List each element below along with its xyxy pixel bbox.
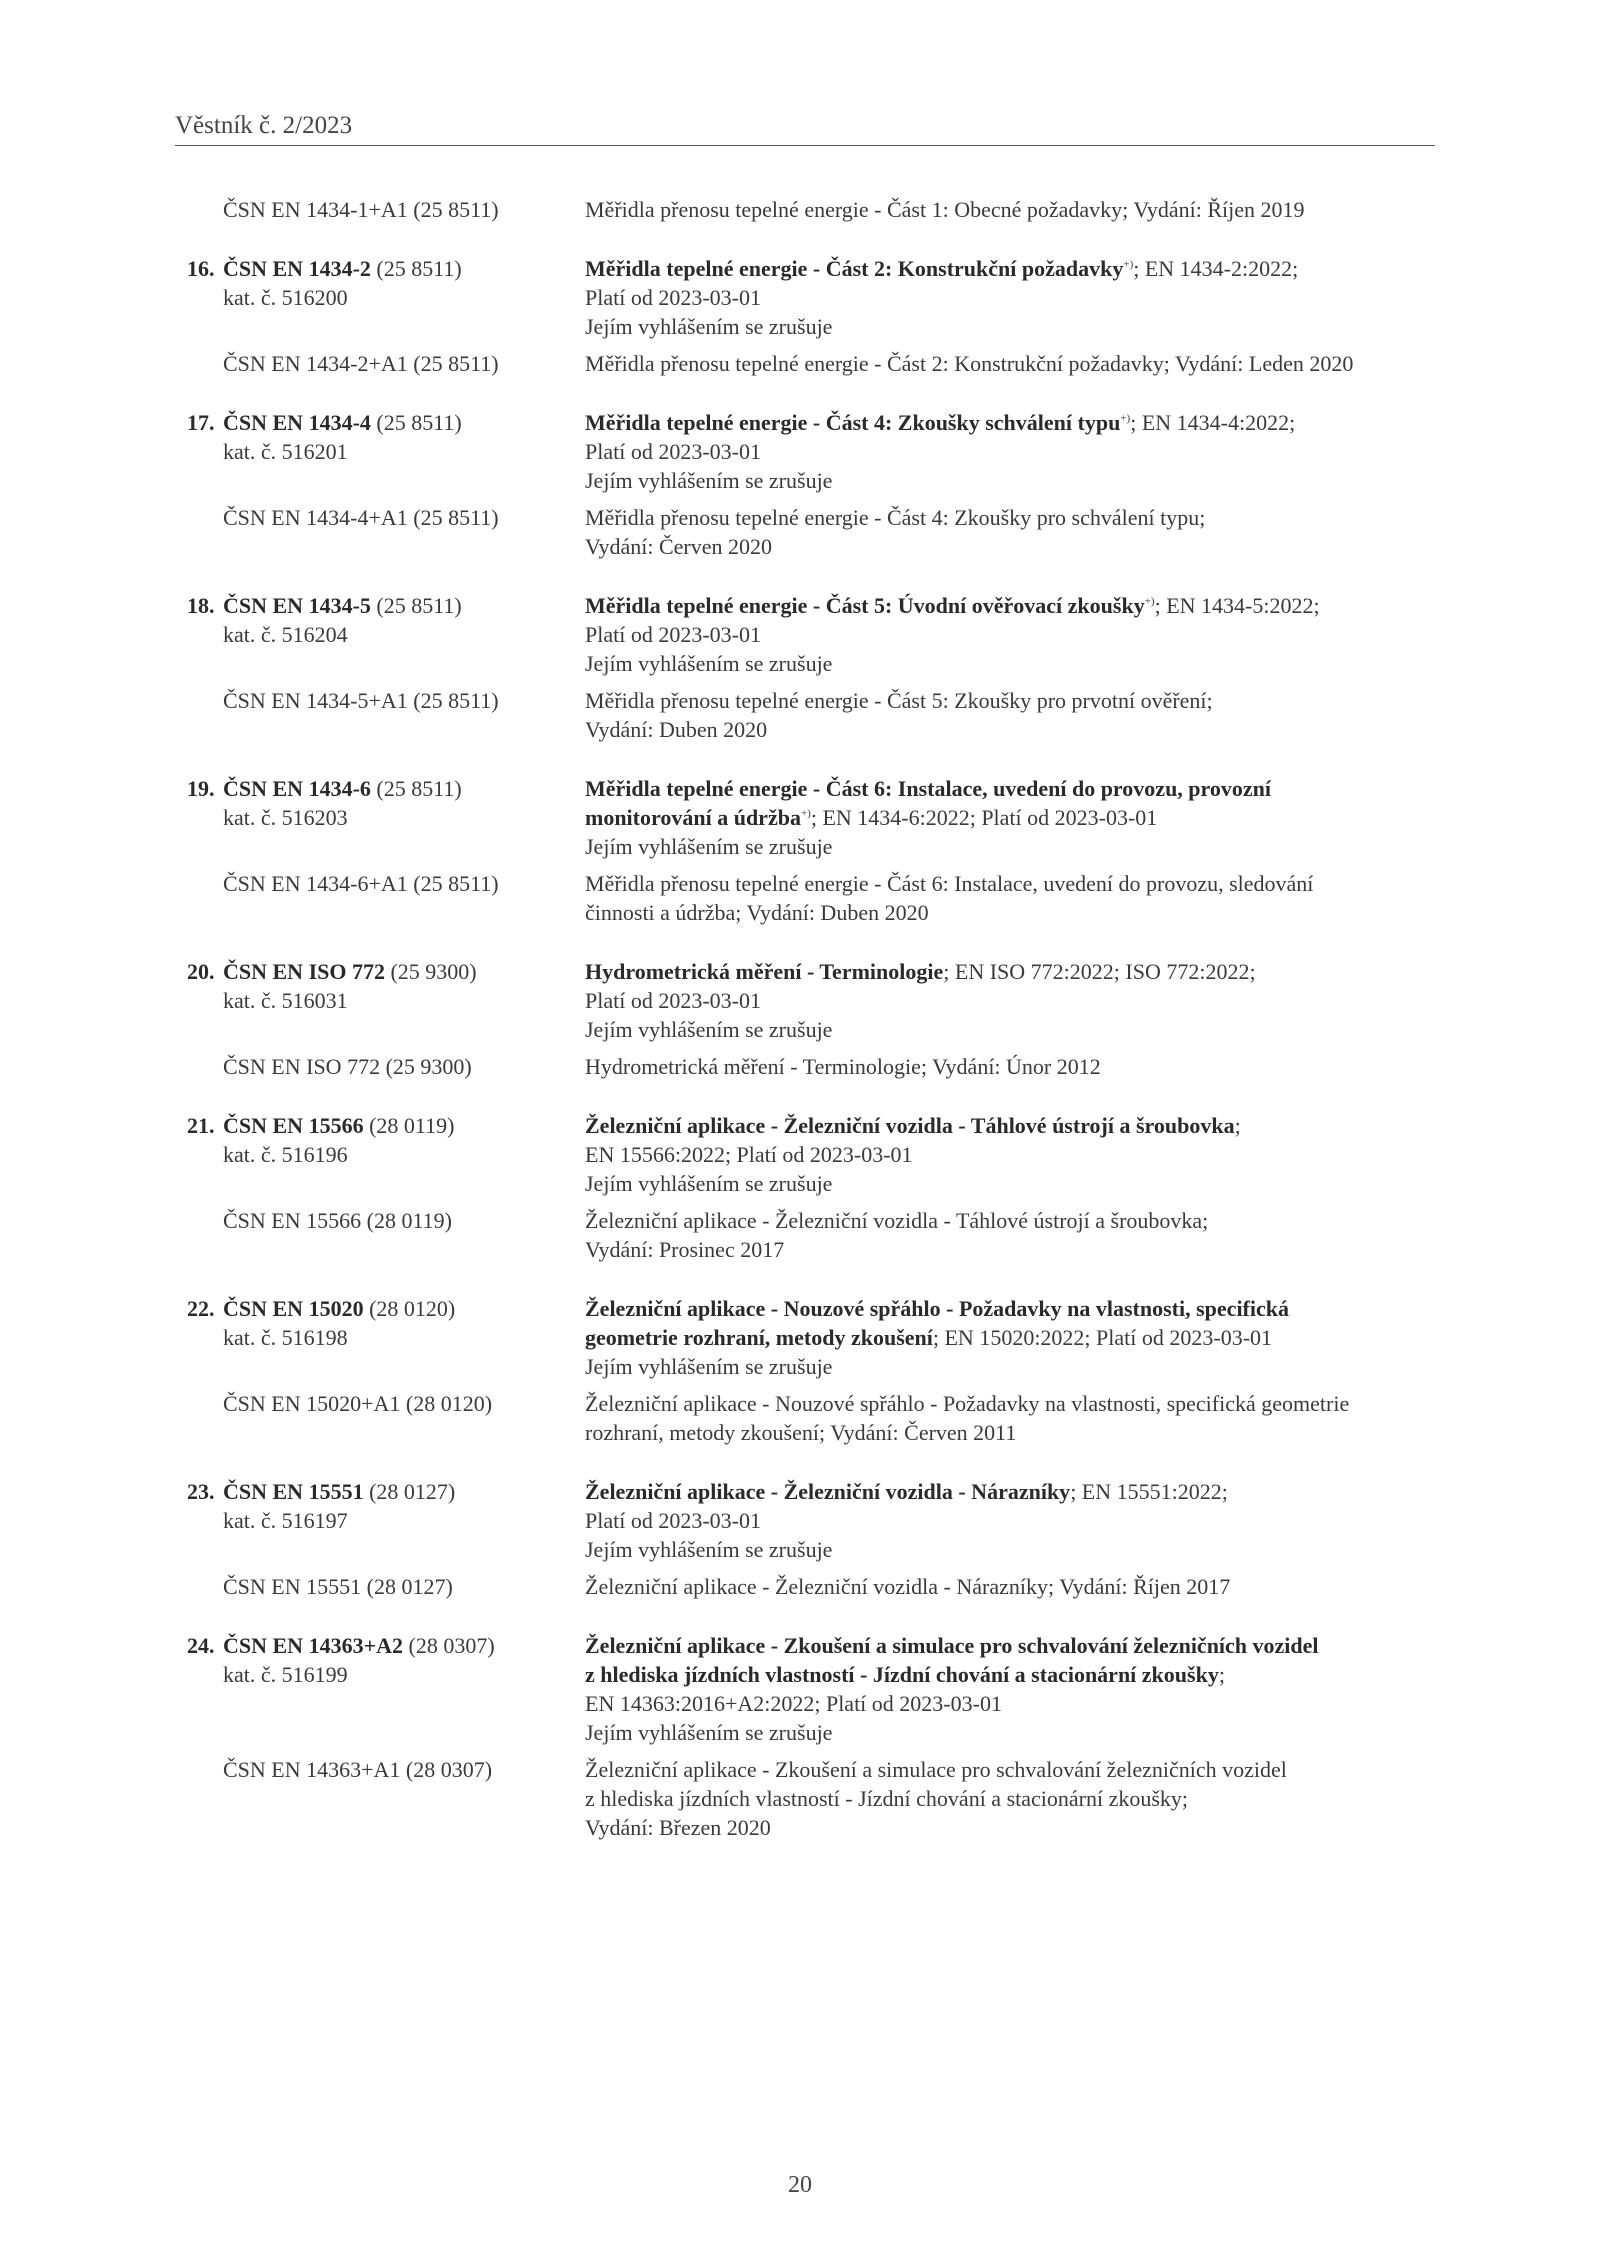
catalog-number: kat. č. 516199 [223, 1662, 348, 1687]
page-header-title: Věstník č. 2/2023 [175, 112, 353, 139]
standard-title: geometrie rozhraní, metody zkoušení [585, 1325, 933, 1350]
replaced-standard-row [175, 195, 1435, 224]
replaced-title-line: Měřidla přenosu tepelné energie - Část 2: Konstrukční požadavky; Vydání: Leden 2020 [585, 351, 1354, 376]
replaced-title-line: Hydrometrická měření - Terminologie; Vydání: Únor 2012 [585, 1054, 1101, 1079]
standard-class-code: (25 9300) [384, 959, 477, 984]
replaced-standard-row [175, 503, 1435, 561]
standard-identifier [175, 1631, 585, 1747]
detail-line [585, 1718, 1435, 1747]
replaced-standard-title [585, 1052, 1435, 1081]
catalog-number: kat. č. 516198 [223, 1325, 348, 1350]
detail-line [585, 437, 1435, 466]
replaced-title-line: Vydání: Duben 2020 [585, 717, 768, 742]
standard-entry [0, 591, 1600, 744]
footnote-marker: +) [1144, 595, 1155, 608]
standards-list [0, 195, 1600, 1872]
detail-text: EN 15566:2022; Platí od 2023-03-01 [585, 1142, 913, 1167]
standard-title: Měřidla tepelné energie - Část 2: Konstrukční požadavky [585, 256, 1124, 281]
detail-line [585, 1660, 1435, 1689]
standard-details [585, 254, 1435, 341]
entry-number: 21. [187, 1113, 215, 1138]
standard-details [585, 1631, 1435, 1747]
detail-line [585, 1323, 1435, 1352]
standard-class-code: (25 8511) [370, 410, 462, 435]
standard-identifier [175, 254, 585, 341]
detail-line [585, 1352, 1435, 1381]
replaced-title-line: činnosti a údržba; Vydání: Duben 2020 [585, 900, 929, 925]
replaced-title-line: z hlediska jízdních vlastností - Jízdní chování a stacionární zkoušky; [585, 1786, 1189, 1811]
new-standard-row [175, 1477, 1435, 1564]
new-standard-row [175, 957, 1435, 1044]
detail-line [585, 1535, 1435, 1564]
replaced-standard-title [585, 349, 1435, 378]
entry-number: 18. [187, 593, 215, 618]
standard-entry [0, 408, 1600, 561]
standard-details [585, 1477, 1435, 1564]
standard-identifier [175, 1294, 585, 1381]
replaced-standard-row [175, 1755, 1435, 1842]
entry-number: 17. [187, 410, 215, 435]
standard-class-code: (28 0127) [363, 1479, 456, 1504]
entries-container [0, 254, 1600, 1842]
replaced-standard-code: ČSN EN 14363+A1 (28 0307) [223, 1757, 493, 1782]
detail-text: ; EN 1434-2:2022; [1133, 256, 1299, 281]
replaced-title-line: Železniční aplikace - Železniční vozidla - Táhlové ústrojí a šroubovka; [585, 1208, 1209, 1233]
detail-line [585, 466, 1435, 495]
standard-title: z hlediska jízdních vlastností - Jízdní chování a stacionární zkoušky [585, 1662, 1219, 1687]
standard-class-code: (28 0120) [363, 1296, 456, 1321]
new-standard-row [175, 774, 1435, 861]
detail-text: ; [1234, 1113, 1241, 1138]
detail-line [585, 774, 1435, 803]
detail-line [585, 312, 1435, 341]
detail-text: ; [1218, 1662, 1225, 1687]
standard-class-code: (28 0119) [363, 1113, 455, 1138]
detail-line [585, 591, 1435, 620]
detail-text: Platí od 2023-03-01 [585, 622, 761, 647]
standard-code: ČSN EN 1434-4 [223, 410, 371, 435]
detail-text: Jejím vyhlášením se zrušuje [585, 651, 833, 676]
replaced-standard-row [175, 869, 1435, 927]
standard-code: ČSN EN 15566 [223, 1113, 364, 1138]
standard-code: ČSN EN 15020 [223, 1296, 364, 1321]
replaced-title-line: rozhraní, metody zkoušení; Vydání: Červen 2011 [585, 1420, 1017, 1445]
detail-text: Platí od 2023-03-01 [585, 439, 761, 464]
standard-identifier [175, 591, 585, 678]
replaced-title-line: Vydání: Březen 2020 [585, 1815, 771, 1840]
standard-entry [0, 1631, 1600, 1842]
detail-line [585, 957, 1435, 986]
replaced-standard-title [585, 1572, 1435, 1601]
replaced-title-line: Železniční aplikace - Zkoušení a simulace pro schvalování železničních vozidel [585, 1757, 1287, 1782]
page-number: 20 [788, 2172, 812, 2198]
standard-entry [0, 1294, 1600, 1447]
replaced-standard-code: ČSN EN 1434-1+A1 (25 8511) [223, 197, 499, 222]
catalog-number: kat. č. 516204 [223, 622, 348, 647]
replaced-standard-title [585, 1206, 1435, 1264]
entry-number: 16. [187, 256, 215, 281]
replaced-title-line: Železniční aplikace - Nouzové spřáhlo - Požadavky na vlastnosti, specifická geometrie [585, 1391, 1350, 1416]
detail-line [585, 1111, 1435, 1140]
footnote-marker: +) [1123, 258, 1134, 271]
replaced-title-line: Vydání: Červen 2020 [585, 534, 772, 559]
standard-code: ČSN EN ISO 772 [223, 959, 385, 984]
replaced-standard-row [175, 686, 1435, 744]
standard-details [585, 1111, 1435, 1198]
standard-details [585, 1294, 1435, 1381]
detail-text: Platí od 2023-03-01 [585, 988, 761, 1013]
detail-line [585, 1631, 1435, 1660]
standard-identifier [175, 1111, 585, 1198]
standard-identifier [175, 1477, 585, 1564]
detail-text: Jejím vyhlášením se zrušuje [585, 1537, 833, 1562]
detail-text: ; EN ISO 772:2022; ISO 772:2022; [943, 959, 1256, 984]
detail-line [585, 832, 1435, 861]
standard-class-code: (25 8511) [370, 256, 462, 281]
detail-line [585, 620, 1435, 649]
detail-line [585, 1169, 1435, 1198]
standard-title: Železniční aplikace - Železniční vozidla - Táhlové ústrojí a šroubovka [585, 1113, 1235, 1138]
detail-text: Jejím vyhlášením se zrušuje [585, 1017, 833, 1042]
standard-details [585, 774, 1435, 861]
catalog-number: kat. č. 516031 [223, 988, 348, 1013]
replaced-standard-row [175, 1572, 1435, 1601]
catalog-number: kat. č. 516201 [223, 439, 348, 464]
detail-text: ; EN 1434-5:2022; [1154, 593, 1320, 618]
new-standard-row [175, 254, 1435, 341]
standard-entry [0, 254, 1600, 378]
replaced-title-line: Železniční aplikace - Železniční vozidla - Nárazníky; Vydání: Říjen 2017 [585, 1574, 1231, 1599]
replaced-title-line: Vydání: Prosinec 2017 [585, 1237, 785, 1262]
replaced-standard-code: ČSN EN ISO 772 (25 9300) [223, 1054, 472, 1079]
detail-text: EN 14363:2016+A2:2022; Platí od 2023-03-01 [585, 1691, 1002, 1716]
standard-class-code: (25 8511) [370, 593, 462, 618]
replaced-standard-row [175, 349, 1435, 378]
entry-number: 20. [187, 959, 215, 984]
standard-title: Měřidla tepelné energie - Část 5: Úvodní ověřovací zkoušky [585, 593, 1145, 618]
new-standard-row [175, 408, 1435, 495]
detail-line [585, 1477, 1435, 1506]
replaced-standard-code: ČSN EN 15551 (28 0127) [223, 1574, 453, 1599]
standard-code: ČSN EN 1434-6 [223, 776, 371, 801]
detail-text: Jejím vyhlášením se zrušuje [585, 834, 833, 859]
replaced-standard-code: ČSN EN 1434-6+A1 (25 8511) [223, 871, 499, 896]
standard-title: Železniční aplikace - Zkoušení a simulace pro schvalování železničních vozidel [585, 1633, 1319, 1658]
standard-details [585, 408, 1435, 495]
replaced-title-line: Měřidla přenosu tepelné energie - Část 5: Zkoušky pro prvotní ověření; [585, 688, 1213, 713]
detail-line [585, 649, 1435, 678]
replaced-standard-code: ČSN EN 1434-2+A1 (25 8511) [223, 351, 499, 376]
standard-entry [0, 774, 1600, 927]
standard-entry [0, 1477, 1600, 1601]
replaced-standard-title: Měřidla přenosu tepelné energie - Část 1: Obecné požadavky; Vydání: Říjen 2019 [585, 197, 1305, 222]
catalog-number: kat. č. 516203 [223, 805, 348, 830]
replaced-standard-title [585, 1755, 1435, 1842]
entry-number: 22. [187, 1296, 215, 1321]
new-standard-row [175, 591, 1435, 678]
new-standard-row [175, 1111, 1435, 1198]
replaced-standard-title [585, 503, 1435, 561]
detail-line [585, 1015, 1435, 1044]
standard-identifier [175, 957, 585, 1044]
detail-text: Jejím vyhlášením se zrušuje [585, 1354, 833, 1379]
standard-class-code: (28 0307) [403, 1633, 495, 1658]
replaced-standard-title [585, 686, 1435, 744]
entry-number: 24. [187, 1633, 215, 1658]
detail-text: Platí od 2023-03-01 [585, 285, 761, 310]
standard-entry [0, 1111, 1600, 1264]
detail-text: Jejím vyhlášením se zrušuje [585, 468, 833, 493]
standard-title: Měřidla tepelné energie - Část 4: Zkoušky schválení typu [585, 410, 1121, 435]
standard-title: Železniční aplikace - Železniční vozidla - Nárazníky [585, 1479, 1071, 1504]
standard-title: Hydrometrická měření - Terminologie [585, 959, 944, 984]
standard-code: ČSN EN 1434-2 [223, 256, 371, 281]
catalog-number: kat. č. 516197 [223, 1508, 348, 1533]
detail-text: Jejím vyhlášením se zrušuje [585, 1720, 833, 1745]
entry-number: 23. [187, 1479, 215, 1504]
standard-details [585, 957, 1435, 1044]
standard-entry [0, 957, 1600, 1081]
standard-code: ČSN EN 1434-5 [223, 593, 371, 618]
standard-title: Měřidla tepelné energie - Část 6: Instalace, uvedení do provozu, provozní [585, 776, 1272, 801]
detail-text: Platí od 2023-03-01 [585, 1508, 761, 1533]
replaced-title-line: Měřidla přenosu tepelné energie - Část 6: Instalace, uvedení do provozu, sledování [585, 871, 1314, 896]
replaced-standard-title [585, 1389, 1435, 1447]
catalog-number: kat. č. 516196 [223, 1142, 348, 1167]
standard-identifier [175, 774, 585, 861]
detail-line [585, 1140, 1435, 1169]
detail-line [585, 1294, 1435, 1323]
standard-class-code: (25 8511) [370, 776, 462, 801]
replaced-standard-code: ČSN EN 1434-5+A1 (25 8511) [223, 688, 499, 713]
header-divider [175, 145, 1435, 146]
detail-text: ; EN 1434-6:2022; Platí od 2023-03-01 [810, 805, 1158, 830]
standard-code: ČSN EN 14363+A2 [223, 1633, 403, 1658]
replaced-standard-row [175, 1052, 1435, 1081]
replaced-standard-row [175, 1206, 1435, 1264]
standard-code: ČSN EN 15551 [223, 1479, 364, 1504]
detail-line [585, 283, 1435, 312]
detail-line [585, 254, 1435, 283]
replaced-standard-row [175, 1389, 1435, 1447]
detail-text: Jejím vyhlášením se zrušuje [585, 314, 833, 339]
replaced-standard-title [585, 869, 1435, 927]
detail-line [585, 1506, 1435, 1535]
new-standard-row [175, 1294, 1435, 1381]
detail-text: ; EN 15020:2022; Platí od 2023-03-01 [932, 1325, 1273, 1350]
detail-line [585, 1689, 1435, 1718]
entry-number: 19. [187, 776, 215, 801]
catalog-number: kat. č. 516200 [223, 285, 348, 310]
detail-line [585, 803, 1435, 832]
footnote-marker: +) [1120, 412, 1131, 425]
standard-title: monitorování a údržba [585, 805, 801, 830]
replaced-title-line: Měřidla přenosu tepelné energie - Část 4: Zkoušky pro schválení typu; [585, 505, 1206, 530]
detail-text: Jejím vyhlášením se zrušuje [585, 1171, 833, 1196]
replaced-standard-code: ČSN EN 1434-4+A1 (25 8511) [223, 505, 499, 530]
new-standard-row [175, 1631, 1435, 1747]
standard-title: Železniční aplikace - Nouzové spřáhlo - Požadavky na vlastnosti, specifická [585, 1296, 1289, 1321]
replaced-standard-code: ČSN EN 15020+A1 (28 0120) [223, 1391, 493, 1416]
detail-text: ; EN 15551:2022; [1070, 1479, 1228, 1504]
replaced-standard-code: ČSN EN 15566 (28 0119) [223, 1208, 452, 1233]
standard-identifier [175, 408, 585, 495]
detail-line [585, 986, 1435, 1015]
footnote-marker: +) [800, 807, 811, 820]
detail-text: ; EN 1434-4:2022; [1130, 410, 1296, 435]
detail-line [585, 408, 1435, 437]
standard-details [585, 591, 1435, 678]
